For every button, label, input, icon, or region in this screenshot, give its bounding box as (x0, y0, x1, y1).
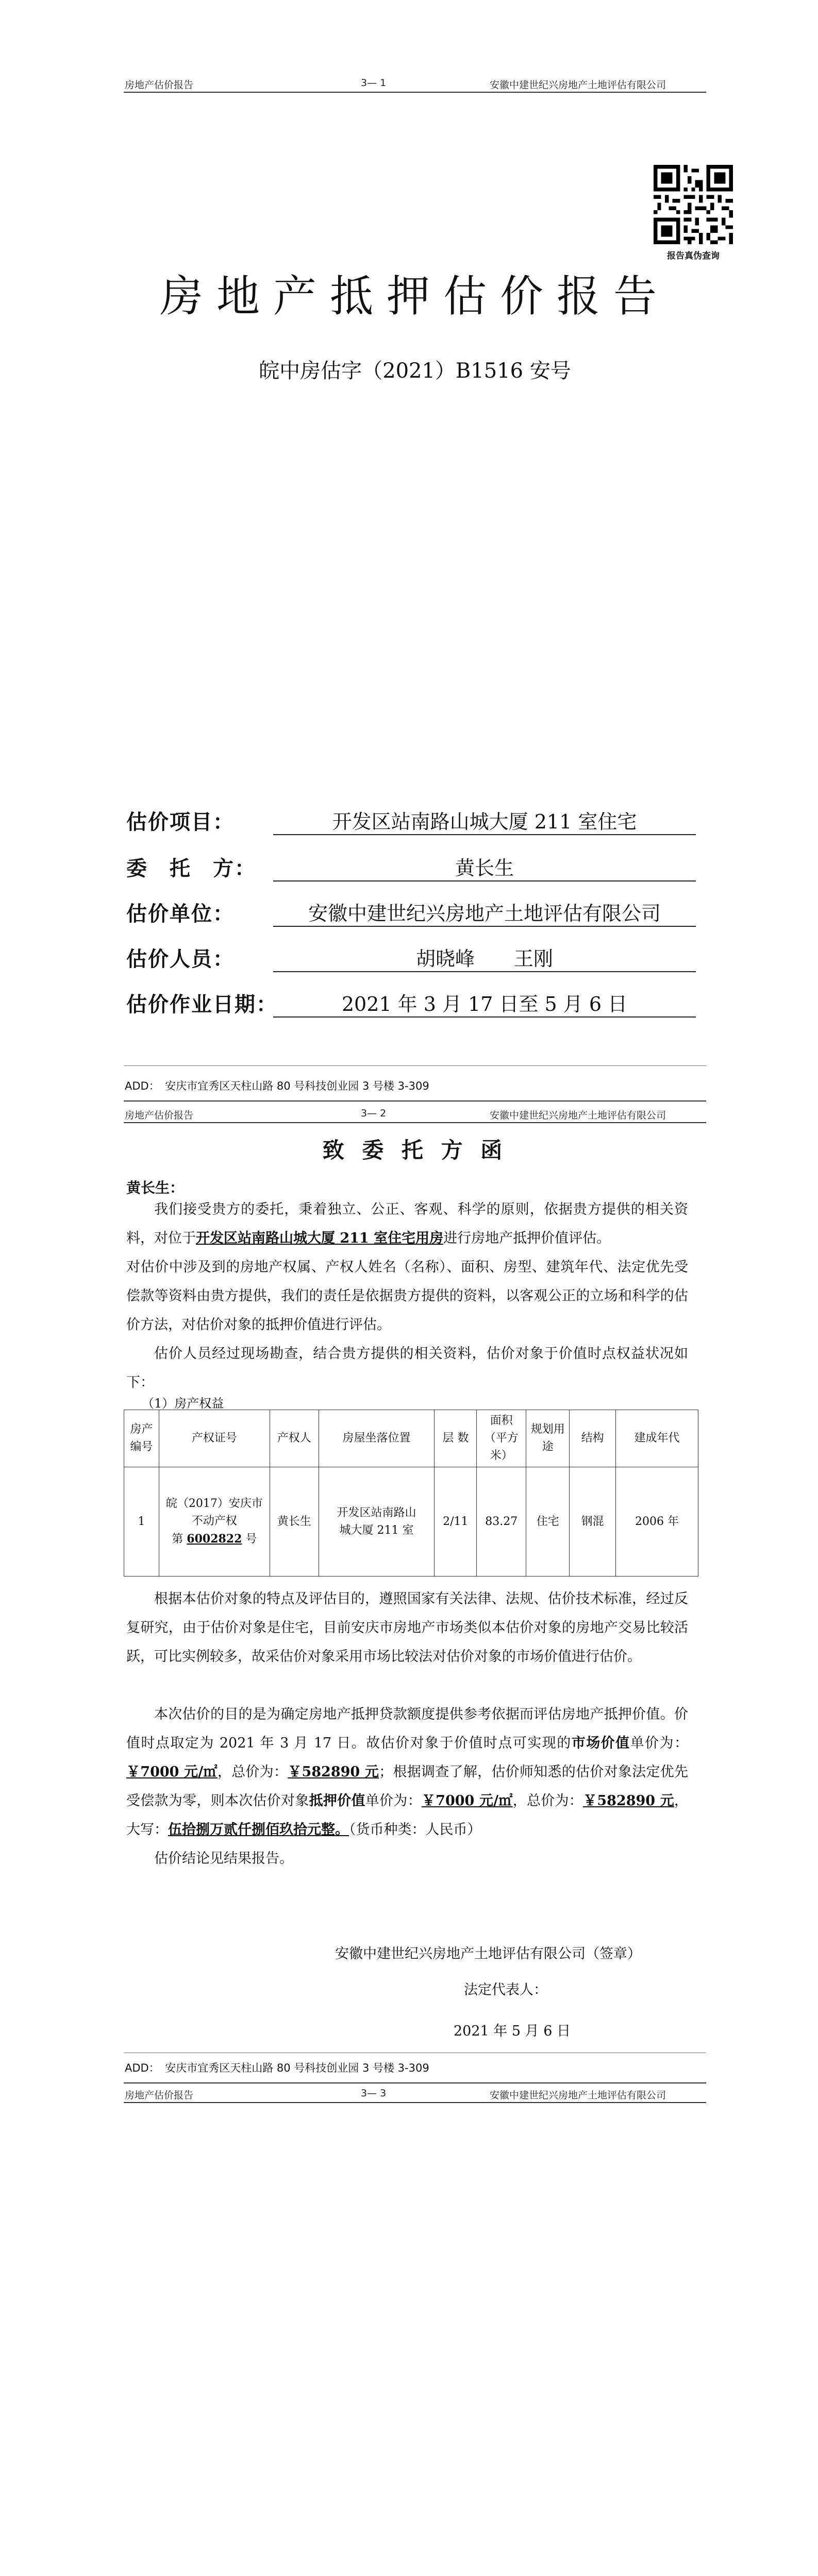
page2-header-center: 3— 2 (361, 1108, 387, 1119)
page2-footer-address: ADD： 安庆市宜秀区天柱山路 80 号科技创业园 3 号楼 3-309 (125, 2062, 429, 2074)
page3-header-center: 3— 3 (361, 2088, 387, 2099)
page1-footer-address: ADD： 安庆市宜秀区天柱山路 80 号科技创业园 3 号楼 3-309 (125, 1080, 429, 1092)
page1-bottom-rule (124, 1100, 706, 1101)
page3-header-rule (124, 2102, 706, 2103)
page1-header-center: 3— 1 (361, 77, 387, 89)
qr-caption: 报告真伪查询 (667, 251, 720, 261)
col-header-owner: 产权人 (270, 1410, 319, 1467)
field-value-appraisers: 胡晓峰 王刚 (273, 943, 696, 972)
para-site-survey: 估价人员经过现场勘查，结合贵方提供的相关资料，估价对象于价值时点权益状况如下： (126, 1346, 688, 1391)
col-header-location: 房屋坐落位置 (319, 1410, 435, 1467)
cell-floors: 2/11 (435, 1467, 477, 1577)
market-unit-price: ￥7000 元/㎡ (126, 1764, 218, 1780)
cell-cert: 皖（2017）安庆市 不动产权 第 6002822 号 (159, 1467, 270, 1577)
page1-footer-rule (124, 1065, 706, 1066)
field-label-dates: 估价作业日期： (126, 992, 278, 1016)
col-header-floors: 层 数 (435, 1410, 477, 1467)
cell-location: 开发区站南路山 城大厦 211 室 (319, 1467, 435, 1577)
page2-header-rule (124, 1122, 706, 1123)
col-header-use: 规划用途 (526, 1410, 570, 1467)
cell-owner: 黄长生 (270, 1467, 319, 1577)
cell-no: 1 (124, 1467, 159, 1577)
col-header-year: 建成年代 (616, 1410, 698, 1467)
page2-header-right: 安徽中建世纪兴房地产土地评估有限公司 (490, 1110, 666, 1121)
table-header-row (124, 1410, 698, 1467)
field-value-project: 开发区站南路山城大厦 211 室住宅 (273, 806, 696, 835)
para-conclusion: 本次估价的目的是为确定房地产抵押贷款额度提供参考依据而评估房地产抵押价值。价值时点取定为 2021 年 3 月 17 日。故估价对象于价值时点可实现的市场价值单价为：￥7000 元/㎡，总价为：￥582890 元；根据调查了解，估价师知悉的估价对象法定优先受偿款为零，则本次估价对象抵押价值单价为：￥7000 元/㎡，总价为：￥582890 元，大写：伍拾捌万贰仟捌佰玖拾元整。（货币种类：人民币） (126, 1706, 689, 1838)
table-row (124, 1467, 698, 1577)
page3-header-left: 房地产估价报告 (125, 2090, 194, 2101)
page1-header-right: 安徽中建世纪兴房地产土地评估有限公司 (490, 79, 666, 91)
page2-header-left: 房地产估价报告 (125, 1110, 194, 1121)
cell-year: 2006 年 (616, 1467, 698, 1577)
property-address-emphasis: 开发区站南路山城大厦 211 室住宅用房 (196, 1230, 444, 1246)
market-total-price: ￥582890 元 (288, 1764, 379, 1780)
cell-area: 83.27 (477, 1467, 526, 1577)
mortgage-unit-price: ￥7000 元/㎡ (421, 1793, 513, 1809)
col-header-area: 面积（平方米） (477, 1410, 526, 1467)
letter-title: 致 委 托 方 函 (322, 1138, 508, 1163)
signature-representative: 法定代表人： (464, 1982, 547, 1998)
field-label-company: 估价单位： (126, 902, 235, 926)
signature-company: 安徽中建世纪兴房地产土地评估有限公司（签章） (335, 1946, 641, 1962)
page1-header-left: 房地产估价报告 (125, 79, 194, 91)
cell-structure: 钢混 (570, 1467, 616, 1577)
para-intro: 我们接受贵方的委托，秉着独立、公正、客观、科学的原则，依据贵方提供的相关资料，对位于开发区站南路山城大厦 211 室住宅用房进行房地产抵押价值评估。 (126, 1201, 688, 1246)
total-in-words: 伍拾捌万贰仟捌佰玖拾元整。 (168, 1822, 349, 1838)
signature-date: 2021 年 5 月 6 日 (454, 2023, 571, 2039)
col-header-structure: 结构 (570, 1410, 616, 1467)
field-value-company: 安徽中建世纪兴房地产土地评估有限公司 (273, 897, 696, 927)
cell-use: 住宅 (526, 1467, 570, 1577)
page2-bottom-rule (124, 2082, 706, 2083)
page3-header-right: 安徽中建世纪兴房地产土地评估有限公司 (490, 2090, 666, 2101)
page1-header-rule (124, 92, 706, 93)
rights-table (124, 1410, 698, 1577)
mortgage-total-price: ￥582890 元 (583, 1793, 675, 1809)
report-title: 房地产抵押估价报告 (159, 271, 670, 321)
report-number: 皖中房估字（2021）B1516 安号 (259, 359, 571, 383)
field-label-client: 委 托 方： (126, 856, 256, 880)
field-value-dates: 2021 年 3 月 17 日至 5 月 6 日 (273, 988, 696, 1018)
col-header-no: 房产编号 (124, 1410, 159, 1467)
field-value-client: 黄长生 (273, 852, 696, 882)
field-label-appraisers: 估价人员： (126, 947, 235, 971)
para-see-results: 估价结论见结果报告。 (154, 1851, 293, 1867)
rights-table-wrap (124, 1410, 698, 1577)
para-method: 根据本估价对象的特点及评估目的，遵照国家有关法律、法规、估价技术标准，经过反复研究，由于估价对象是住宅，目前安庆市房地产市场类似本估价对象的房地产交易比较活跃，可比实例较多，故采估价对象采用市场比较法对估价对象的市场价值进行估价。 (126, 1591, 688, 1665)
field-label-project: 估价项目： (126, 810, 235, 834)
qr-code-icon[interactable] (654, 165, 733, 244)
para-responsibility: 对估价中涉及到的房地产权属、产权人姓名（名称）、面积、房型、建筑年代、法定优先受偿款等资料由贵方提供，我们的责任是依据贵方提供的资料，以客观公正的立场和科学的估价方法，对估价对象的抵押价值进行评估。 (126, 1259, 688, 1333)
col-header-cert: 产权证号 (159, 1410, 270, 1467)
salutation: 黄长生： (126, 1179, 185, 1196)
table-caption: （1）房产权益 (142, 1396, 224, 1411)
